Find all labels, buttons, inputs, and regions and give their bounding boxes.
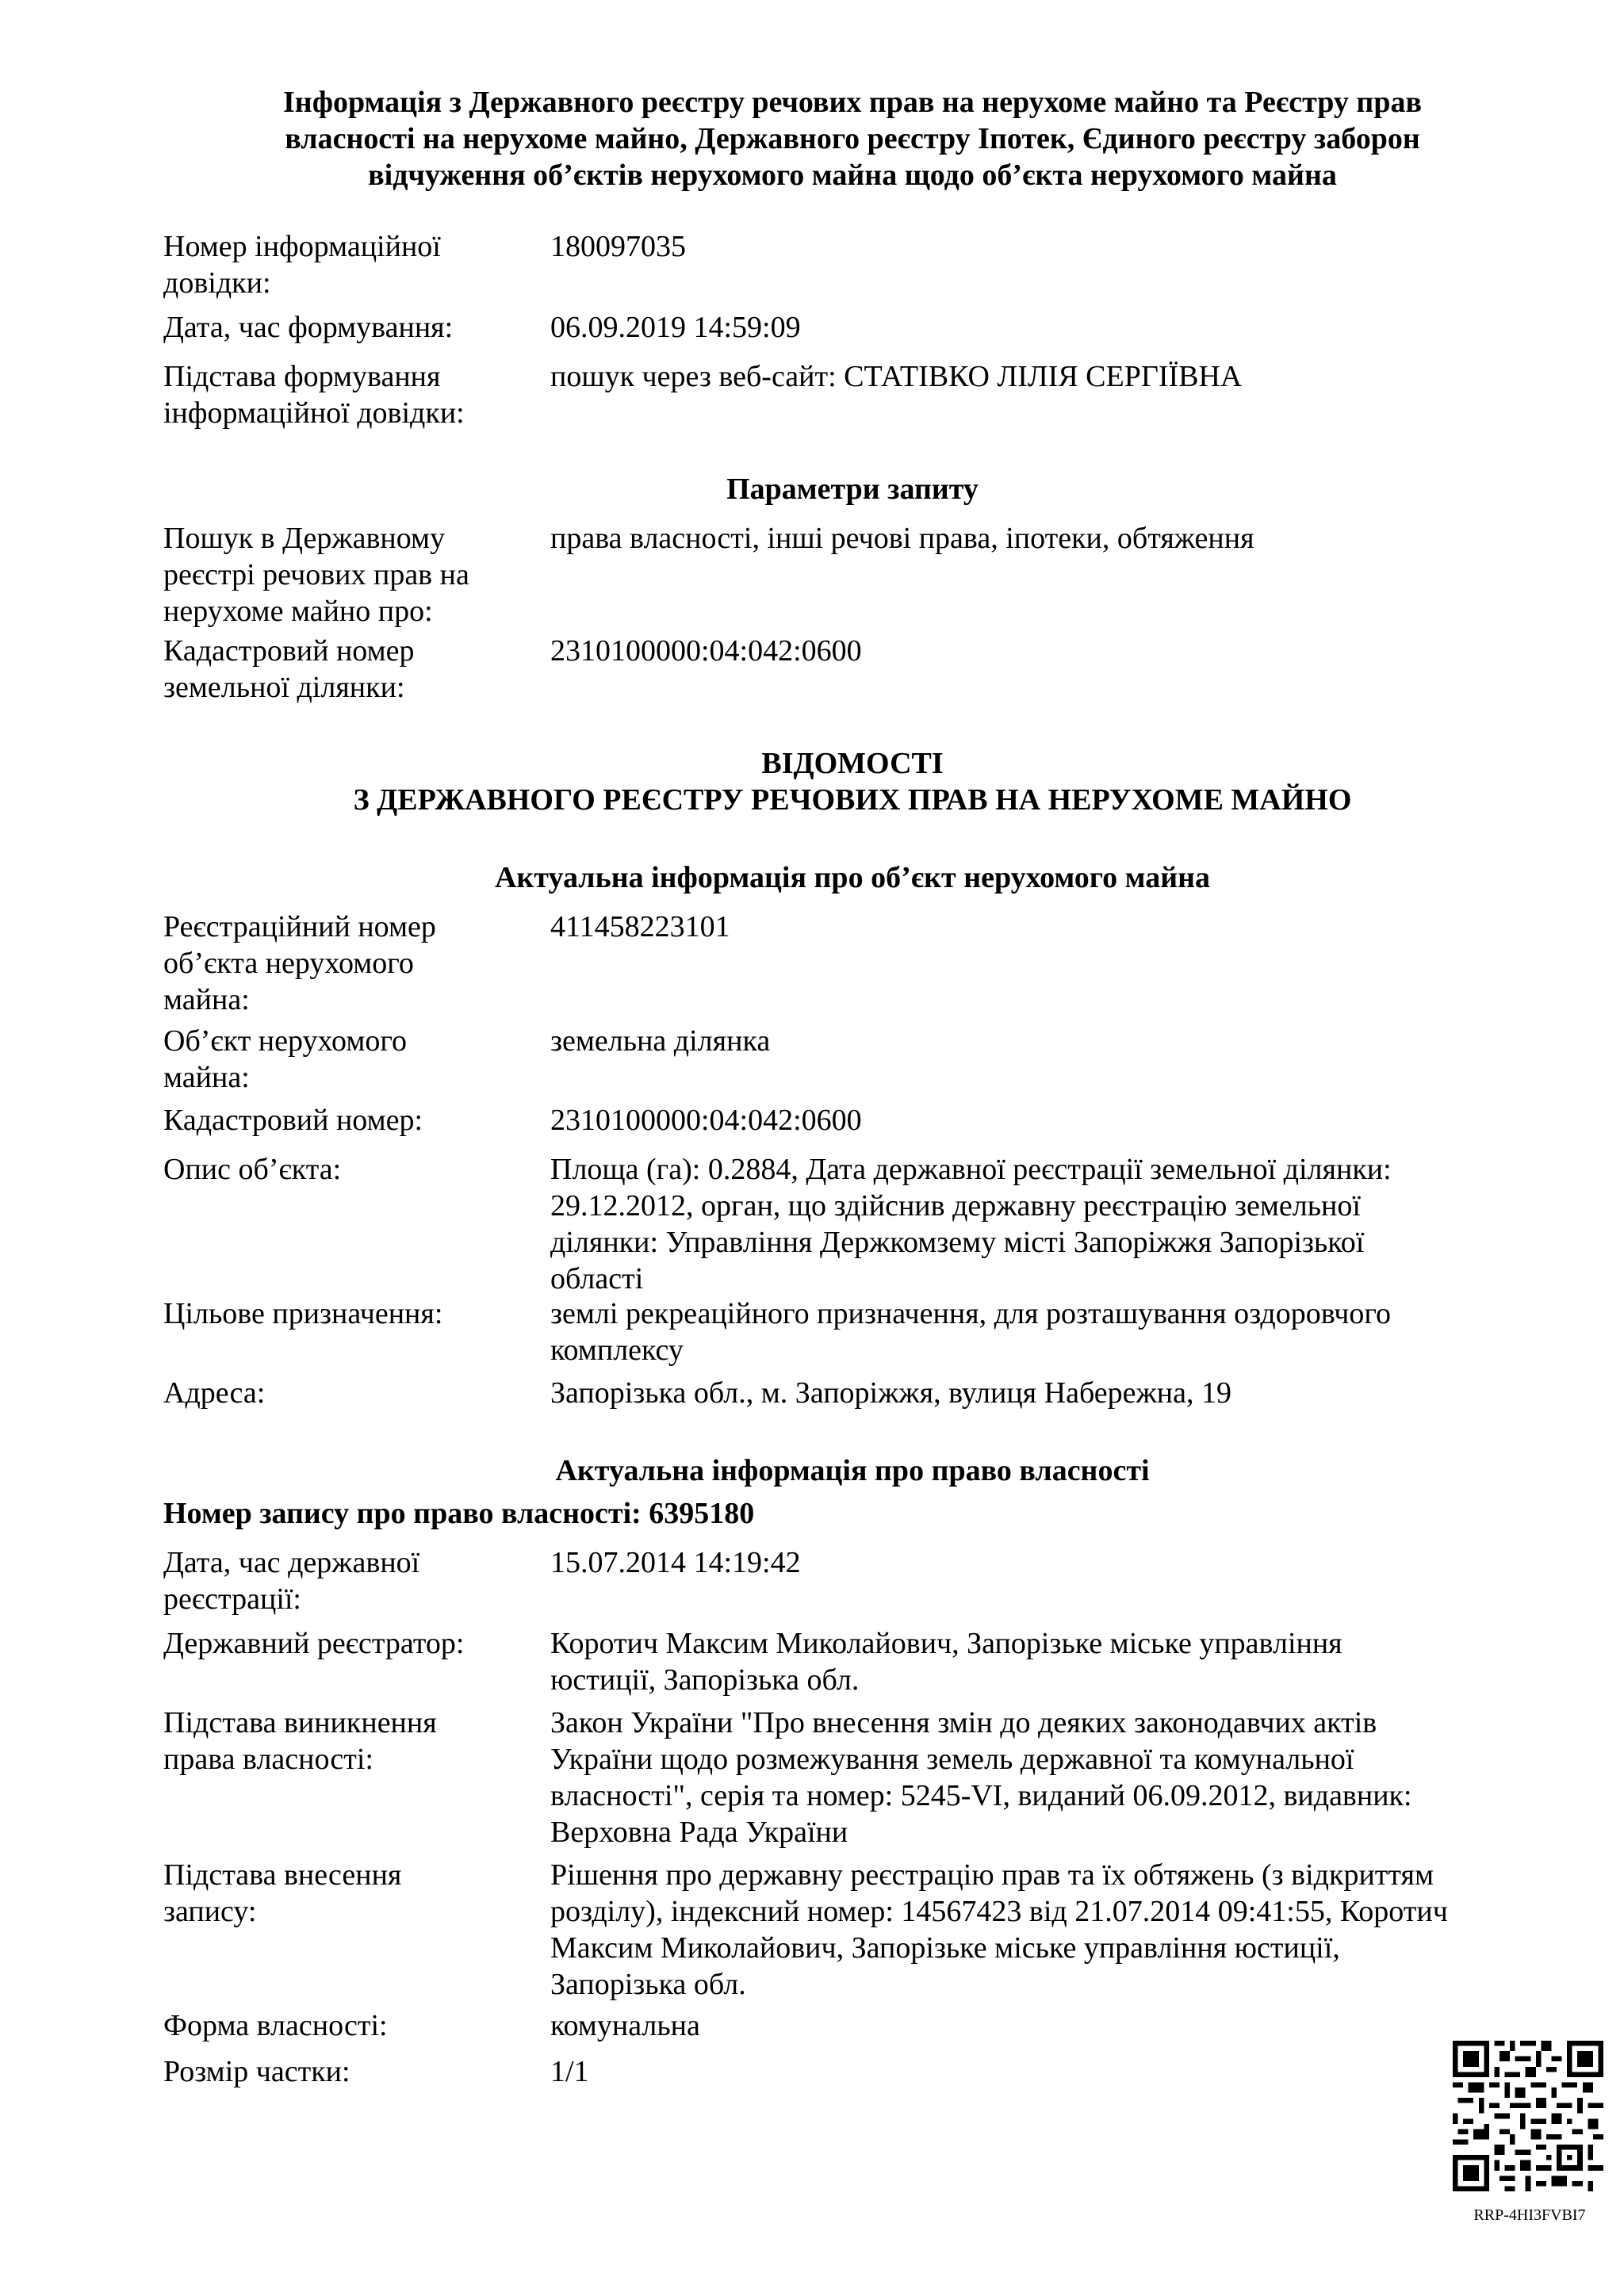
field-value: землі рекреаційного призначення, для розташування оздоровчого комплексу: [550, 1297, 1392, 1367]
field-value: 1/1: [550, 2055, 589, 2088]
title-line: Інформація з Державного реєстру речових прав на нерухоме майно та Реєстру прав: [283, 86, 1422, 119]
field-value: права власності, інші речові права, іпотеки, обтяження: [550, 522, 1254, 555]
field-value: 15.07.2014 14:19:42: [550, 1546, 801, 1579]
field-label: Державний реєстратор:: [163, 1627, 465, 1660]
field-label: Дата, час державної реєстрації:: [163, 1546, 420, 1616]
field-label: Форма власності:: [163, 2009, 388, 2042]
field-value: 06.09.2019 14:59:09: [550, 311, 801, 344]
field-label: Підстава виникнення права власності:: [163, 1706, 437, 1776]
field-value: 180097035: [550, 230, 686, 263]
field-label: Номер інформаційної довідки:: [163, 230, 441, 300]
field-label: Пошук в Державному реєстрі речових прав на нерухоме майно про:: [163, 522, 469, 628]
ownership-record-heading: Номер запису про право власності: 6395180: [163, 1497, 755, 1530]
field-label: Кадастровий номер:: [163, 1104, 423, 1137]
field-value: 411458223101: [550, 910, 730, 943]
field-label: Реєстраційний номер об’єкта нерухомого майна:: [163, 910, 436, 1016]
field-value: комунальна: [550, 2009, 700, 2042]
registry-title: ВІДОМОСТІ З ДЕРЖАВНОГО РЕЄСТРУ РЕЧОВИХ ПРАВ НА НЕРУХОМЕ МАЙНО: [353, 747, 1352, 817]
field-value: Площа (га): 0.2884, Дата державної реєстрації земельної ділянки: 29.12.2012, орган, що здійснив державну реєстрацію земельної ділянки: Управління Держкомзему місті Запоріжжя Запорізької області: [550, 1153, 1392, 1295]
field-value: Закон України "Про внесення змін до деяких законодавчих актів України щодо розмежування земель державної та комунальної власності", серія та номер: 5245-VI, виданий 06.09.2012, видавник: Верховна Рада України: [550, 1706, 1412, 1849]
field-value: Запорізька обл., м. Запоріжжя, вулиця Набережна, 19: [550, 1376, 1231, 1410]
qr-code-text: RRP-4HI3FVBI7: [1473, 2206, 1586, 2224]
field-label: Кадастровий номер земельної ділянки:: [163, 634, 415, 704]
title-line: відчуження об’єктів нерухомого майна щодо об’єкта нерухомого майна: [368, 159, 1337, 192]
document-title: [143, 84, 1562, 193]
ownership-section-title: Актуальна інформація про право власності: [555, 1454, 1150, 1487]
field-value: Рішення про державну реєстрацію прав та їх обтяжень (з відкриттям розділу), індексний номер: 14567423 від 21.07.2014 09:41:55, Коротич Максим Миколайович, Запорізьке міське управління юстиції, Запорізька обл.: [550, 1858, 1448, 2001]
field-label: Цільове призначення:: [163, 1297, 443, 1330]
params-title: Параметри запиту: [726, 473, 979, 506]
field-label: Розмір частки:: [163, 2055, 350, 2088]
field-label: Адреса:: [163, 1376, 266, 1410]
field-label: Дата, час формування:: [163, 311, 454, 344]
field-label: Підстава формування інформаційної довідки:: [163, 360, 465, 430]
field-value: пошук через веб-сайт: СТАТІВКО ЛІЛІЯ СЕРГІЇВНА: [550, 360, 1243, 393]
field-value: земельна ділянка: [550, 1024, 771, 1058]
qr-code-icon: [1453, 2041, 1603, 2191]
field-value: Коротич Максим Миколайович, Запорізьке міське управління юстиції, Запорізька обл.: [550, 1627, 1342, 1697]
field-value: 2310100000:04:042:0600: [550, 1104, 862, 1137]
title-line: власності на нерухоме майно, Державного реєстру Іпотек, Єдиного реєстру заборон: [285, 122, 1420, 155]
field-label: Підстава внесення запису:: [163, 1858, 402, 1928]
field-label: Опис об’єкта:: [163, 1153, 342, 1186]
field-value: 2310100000:04:042:0600: [550, 634, 862, 668]
field-label: Об’єкт нерухомого майна:: [163, 1024, 408, 1094]
object-section-title: Актуальна інформація про об’єкт нерухомого майна: [494, 861, 1211, 894]
